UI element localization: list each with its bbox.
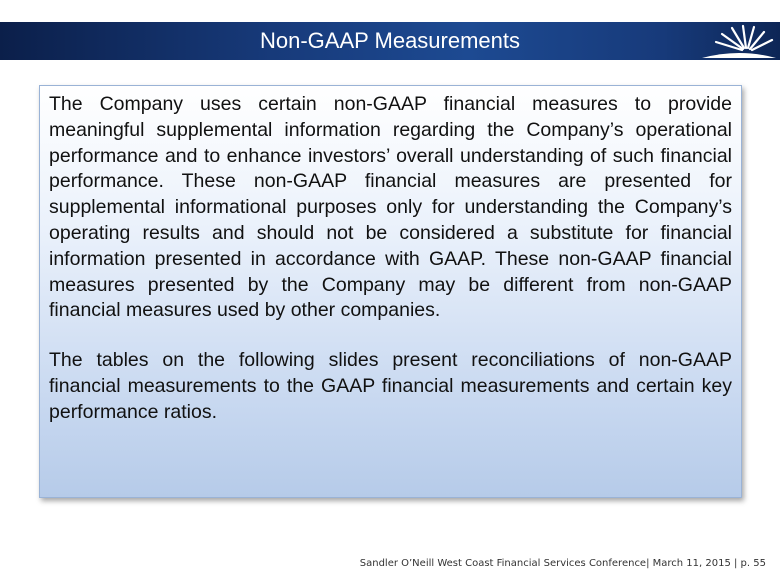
sunburst-logo-icon (702, 24, 776, 58)
disclosure-paragraph-2: The tables on the following slides present reconciliations of non-GAAP financial measurements to the GAAP financial measurements and certain key performance ratios. (49, 349, 732, 423)
header-bar (0, 22, 780, 60)
slide-title: Non-GAAP Measurements (259, 28, 521, 53)
slide-footer: Sandler O’Neill West Coast Financial Services Conference| March 11, 2015 | p. 55 (359, 558, 766, 569)
disclosure-paragraph-1: The Company uses certain non-GAAP financial measures to provide meaningful supplemental information regarding the Company’s operational performance and to enhance investors’ overall understanding of such financial performance. These non-GAAP financial measures are presented for supplemental informational purposes only for understanding the Company’s operating results and should not be considered a substitute for financial information presented in accordance with GAAP. These non-GAAP financial measures presented by the Company may be different from non-GAAP financial measures used by other companies. (49, 93, 732, 322)
content-box (39, 85, 742, 498)
